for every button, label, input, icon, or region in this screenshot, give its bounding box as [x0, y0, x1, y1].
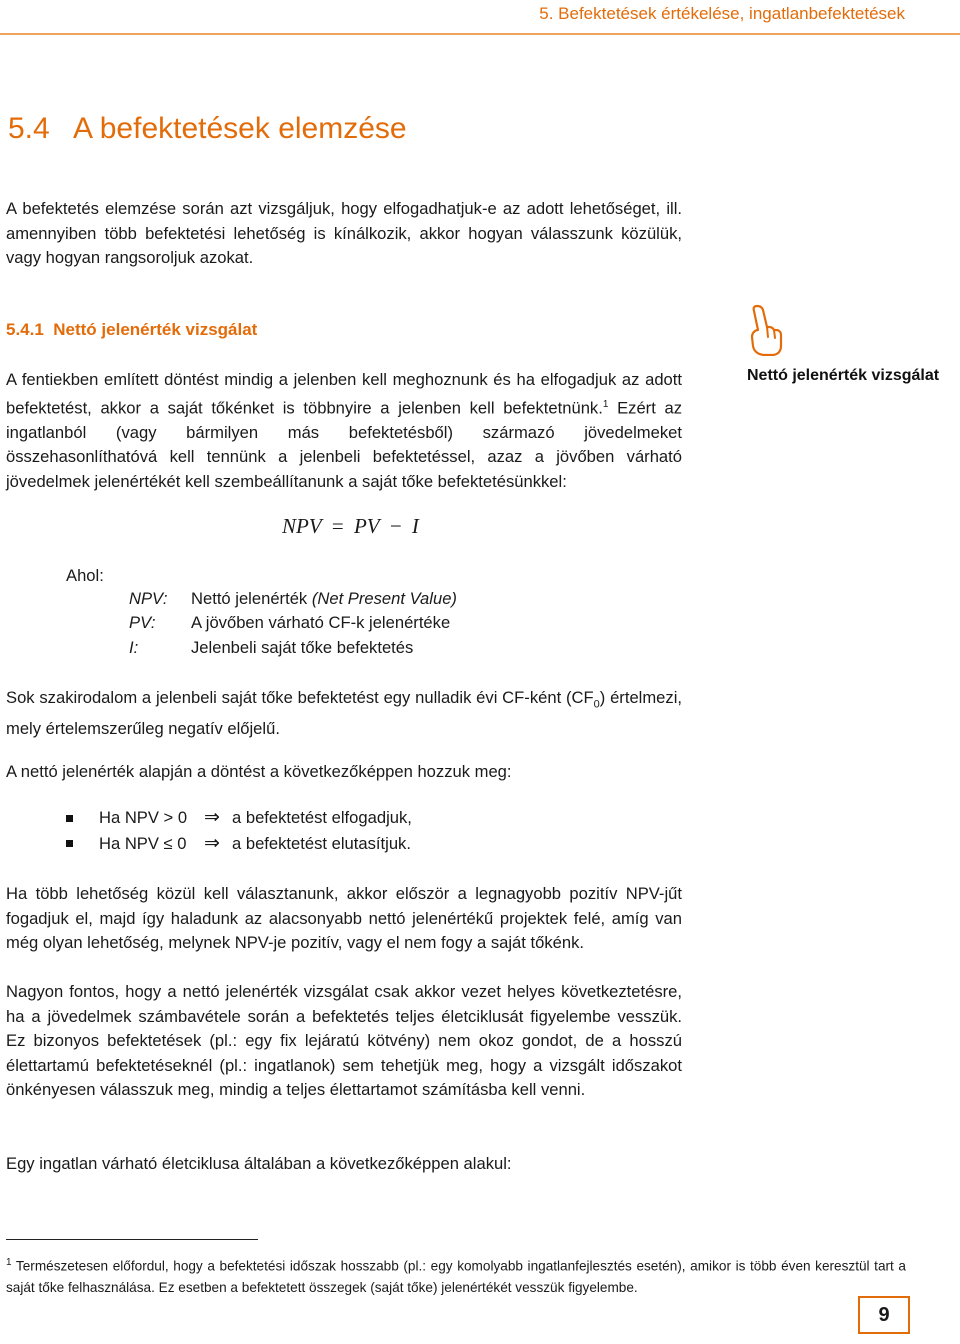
bullet-marker — [66, 840, 73, 847]
definition-term: I: — [129, 638, 139, 657]
rule-condition: Ha NPV ≤ 0 — [99, 834, 187, 853]
footnote-reference[interactable]: 1 — [602, 398, 609, 410]
paragraph-lifecycle-intro: Egy ingatlan várható életciklusa általában a következőképpen alakul: — [6, 1154, 512, 1173]
running-header: 5. Befektetések értékelése, ingatlanbefektetések — [539, 4, 905, 23]
definition-description — [191, 589, 457, 609]
paragraph-text: Sok szakirodalom a jelenbeli saját tőke befektetést egy nulladik évi CF-ként (CF — [6, 688, 594, 707]
margin-label: Nettó jelenérték vizsgálat — [747, 367, 940, 384]
paragraph-present-value-decision — [6, 368, 682, 494]
definition-term: PV: — [129, 613, 156, 632]
npv-formula: NPV = PV − I — [282, 514, 419, 538]
definition-term: NPV: — [129, 589, 168, 608]
paragraph-cf0 — [6, 686, 682, 741]
rule-result: a befektetést elfogadjuk, — [232, 808, 412, 827]
paragraph-text: Ezért az ingatlanból (vagy bármilyen más befektetésből) származó jövedelmeket összehasonlíthatóvá kell tennünk a jelenbeli befektetéssel, azaz a jövőben várható jövedelmek jelenértékét kell szembeállítanunk a saját tőke befektetésünkkel: — [6, 398, 683, 491]
rule-result: a befektetést elutasítjuk. — [232, 834, 411, 853]
paragraph-ranking: Ha több lehetőség közül kell választanunk, akkor először a legnagyobb pozitív NPV-jűt fogadjuk el, majd így haladunk az alacsonyabb nettó jelenértékű projektek felé, amíg van még olyan lehetőség, melynek NPV-je pozitív, vagy el nem fogy a saját tőkénk. — [6, 884, 682, 952]
definition-description: A jövőben várható CF-k jelenértéke — [191, 613, 451, 632]
definition-description: Jelenbeli saját tőke befektetés — [191, 638, 414, 657]
bullet-marker — [66, 815, 73, 822]
definition-text-italic: (Net Present Value) — [311, 589, 457, 608]
subscript: 0 — [593, 698, 600, 711]
pointing-hand-icon — [748, 304, 784, 356]
page-number: 9 — [858, 1296, 910, 1334]
implies-arrow-icon: ⇒ — [204, 806, 220, 828]
paragraph-decision-intro: A nettó jelenérték alapján a döntést a következőképpen hozzuk meg: — [6, 762, 512, 781]
paragraph-text: A fentiekben említett döntést mindig a jelenben kell meghoznunk és ha elfogadjuk az adott befektetést, akkor a saját tőkénket is többnyire a jelenben kell befektetnünk. — [6, 370, 682, 418]
rule-condition: Ha NPV > 0 — [99, 808, 188, 827]
footnote-mark: 1 — [6, 1257, 12, 1268]
header-rule — [0, 33, 960, 35]
paragraph-text: ) értelmezi, mely értelemszerűleg negatív előjelű. — [6, 688, 683, 738]
definition-text: Nettó jelenérték — [191, 589, 312, 608]
section-title: 5.4 A befektetések elemzése — [8, 112, 407, 145]
intro-paragraph: A befektetés elemzése során azt vizsgáljuk, hogy elfogadhatjuk-e az adott lehetőséget, ill. amennyiben több befektetési lehetőség is kínálkozik, akkor hogyan válasszunk közülük, vagy hogyan rangsoroljuk azokat. — [6, 199, 682, 267]
footnote — [6, 1252, 906, 1298]
paragraph-lifecycle-importance: Nagyon fontos, hogy a nettó jelenérték vizsgálat csak akkor vezet helyes következtetésre, ha a jövedelmek számbavétele során a befektetés teljes életciklusát figyelembe vesszük. Ez bizonyos befektetések (pl.: egy fix lejáratú kötvény) nem okoz gondot, de a hosszú élettartamú befektetéseknél (pl.: ingatlanok) sem tehetjük meg, hogy a vizsgált időszakot önkényesen válasszuk meg, mindig a teljes élettartamot számításba kell venni. — [6, 982, 682, 1099]
subsection-title: 5.4.1 Nettó jelenérték vizsgálat — [6, 320, 258, 339]
where-label: Ahol: — [66, 566, 104, 585]
footnote-text: Természetesen előfordul, hogy a befektetési időszak hosszabb (pl.: egy komolyabb ingatlanfejlesztés esetén), amikor is több éven keresztül tart a saját tőke felhasználása. Ez esetben a befektetett összegek (saját tőke) jelenértékét vesszük figyelembe. — [6, 1258, 906, 1295]
footnote-separator — [6, 1239, 258, 1240]
implies-arrow-icon: ⇒ — [204, 832, 220, 854]
